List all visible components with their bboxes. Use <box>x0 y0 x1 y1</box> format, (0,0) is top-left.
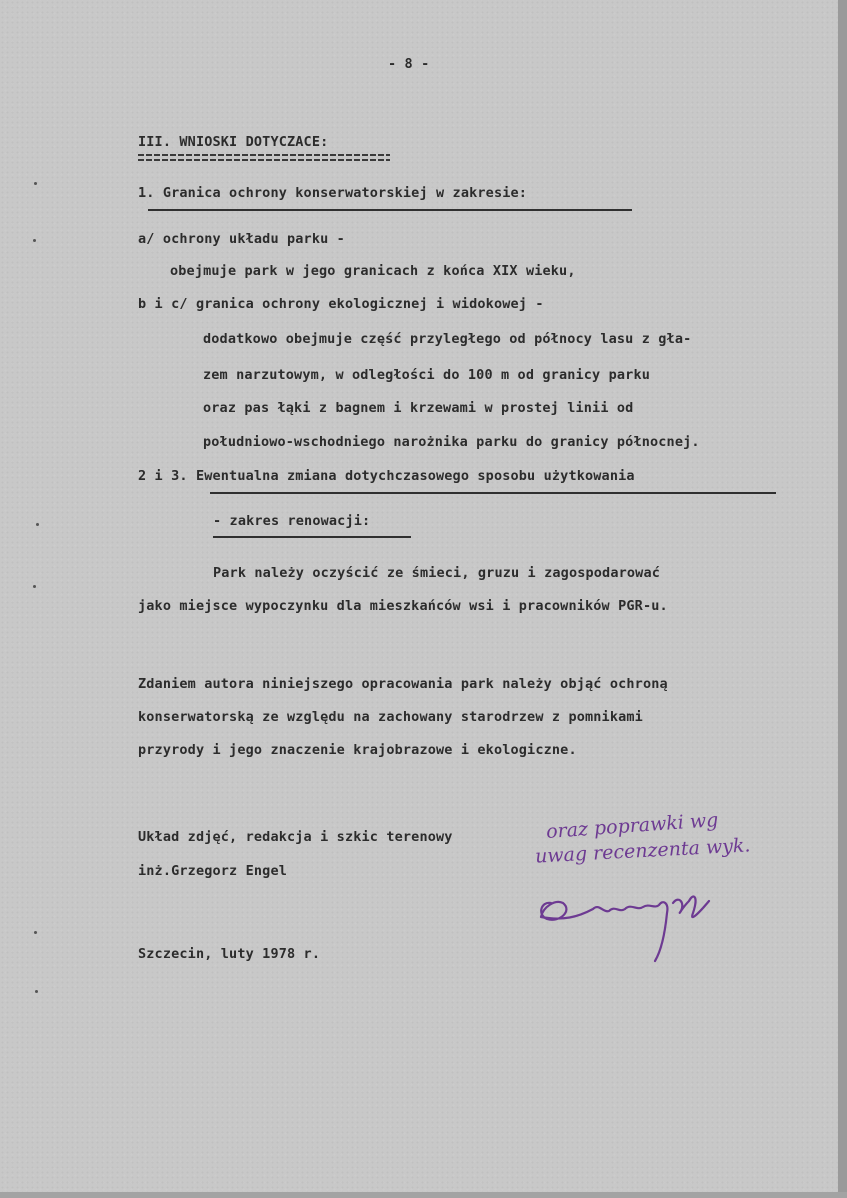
renovation-line: Park należy oczyścić ze śmieci, gruzu i zagospodarować <box>213 565 660 581</box>
item-1a-label: a/ ochrony układu parku - <box>138 231 345 247</box>
margin-mark <box>34 182 37 185</box>
item-1bc-label: b i c/ granica ochrony ekologicznej i widokowej - <box>138 296 544 312</box>
section-heading: III. WNIOSKI DOTYCZACE: <box>138 134 329 150</box>
renovation-line: jako miejsce wypoczynku dla mieszkańców wsi i pracowników PGR-u. <box>138 598 668 614</box>
handwritten-note-1: oraz poprawki wg <box>545 809 719 843</box>
item-2-3-underline <box>210 492 776 494</box>
item-1bc-line: południowo-wschodniego narożnika parku do granicy północnej. <box>203 434 700 450</box>
item-2-3-subtitle-underline <box>213 536 411 538</box>
credits-line: Układ zdjęć, redakcja i szkic terenowy <box>138 829 453 845</box>
item-1-title: 1. Granica ochrony konserwatorskiej w zakresie: <box>138 185 528 201</box>
item-2-3-subtitle: - zakres renowacji: <box>213 513 371 529</box>
conclusion-line: przyrody i jego znaczenie krajobrazowe i ekologiczne. <box>138 742 577 758</box>
margin-mark <box>34 931 37 934</box>
margin-mark <box>35 990 38 993</box>
place-date: Szczecin, luty 1978 r. <box>138 946 321 962</box>
signature <box>533 873 723 963</box>
item-1bc-line: dodatkowo obejmuje część przyległego od północy lasu z gła- <box>203 331 692 347</box>
heading-double-underline <box>138 154 390 162</box>
scan-edge-right <box>838 0 847 1198</box>
item-1-underline <box>148 209 632 211</box>
conclusion-line: konserwatorską ze względu na zachowany starodrzew z pomnikami <box>138 709 643 725</box>
margin-mark <box>33 239 36 242</box>
item-1bc-line: zem narzutowym, w odległości do 100 m od granicy parku <box>203 367 650 383</box>
margin-mark <box>33 585 36 588</box>
handwritten-note-2: uwag recenzenta wyk. <box>534 834 751 868</box>
item-1bc-line: oraz pas łąki z bagnem i krzewami w prostej linii od <box>203 400 634 416</box>
author-name: inż.Grzegorz Engel <box>138 863 287 879</box>
item-1a-text: obejmuje park w jego granicach z końca XIX wieku, <box>170 263 576 279</box>
page-number: - 8 - <box>388 56 430 72</box>
conclusion-line: Zdaniem autora niniejszego opracowania park należy objąć ochroną <box>138 676 668 692</box>
scan-edge-bottom <box>0 1192 847 1198</box>
item-2-3-title: 2 i 3. Ewentualna zmiana dotychczasowego sposobu użytkowania <box>138 468 635 484</box>
margin-mark <box>36 523 39 526</box>
